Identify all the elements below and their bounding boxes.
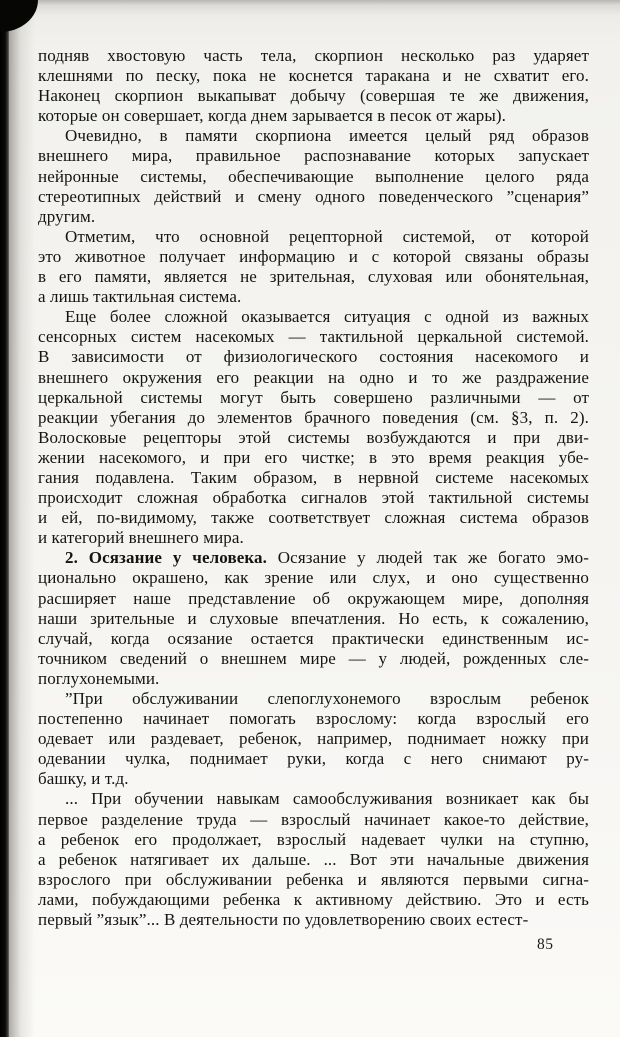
text-line: нейронные системы, обеспечивающие выполнение целого ряда xyxy=(38,166,589,186)
text-line: Наконец скорпион выкапыват добычу (совершая те же движения, xyxy=(38,86,589,106)
text-line: башку, и т.д. xyxy=(38,769,129,789)
text-line: а ребенок его продолжает, взрослый надевает чулки на ступню, xyxy=(38,829,589,849)
paragraph-4 xyxy=(38,307,589,548)
text-line: стереотипных действий и смену одного поведенческого ”сценария” xyxy=(38,186,589,206)
text-line: это животное получает информацию и с которой связаны образы xyxy=(38,246,589,266)
text-line: взрослого при обслуживании ребенка и являются первыми сигна- xyxy=(38,869,589,889)
text-line: постепенно начинает помогать взрослому: когда взрослый его xyxy=(38,709,589,729)
text-line: а ребенок натягивает их дальше. ... Вот эти начальные движения xyxy=(38,849,589,869)
text-line: точником сведений о внешнем мире — у людей, рожденных сле- xyxy=(38,648,589,668)
text-line: и категорий внешнего мира. xyxy=(38,528,244,548)
text-line: гания подавлена. Таким образом, в нервной системе насекомых xyxy=(38,467,589,487)
text-line: первое разделение труда — взрослый начинает какое-то действие, xyxy=(38,809,589,829)
text-line: в его памяти, является не зрительная, слуховая или обонятельная, xyxy=(38,267,589,287)
text-line: а лишь тактильная система. xyxy=(38,287,242,307)
text-line: внешнего мира, правильное распознавание которых запускает xyxy=(38,146,589,166)
text-line: случай, когда осязание остается практически единственным ис- xyxy=(38,628,589,648)
text-line: наши зрительные и слуховые впечатления. Но есть, к сожалению, xyxy=(38,608,589,628)
text-line: поглухонемыми. xyxy=(38,668,160,688)
book-spine-shadow xyxy=(0,0,9,1037)
text-line: происходит сложная обработка сигналов этой тактильной системы xyxy=(38,488,589,508)
text-line: и ей, по-видимому, также соответствует сложная система образов xyxy=(38,508,589,528)
text-segment: Осязание у людей так же богато эмо- xyxy=(266,548,589,568)
text-line xyxy=(38,548,589,568)
text-line: ... При обучении навыкам самообслуживания возникает как бы xyxy=(65,789,589,809)
text-line: ционально окрашено, как зрение или слух, и оно существенно xyxy=(38,568,589,588)
paragraph-7 xyxy=(38,789,589,930)
text-line: другим. xyxy=(38,206,96,226)
paragraph-3 xyxy=(38,227,589,307)
book-spine-shadow-fade xyxy=(9,0,35,1037)
text-line: сенсорных систем насекомых — тактильной церкальной системой. xyxy=(38,327,589,347)
text-line: внешнего окружения его реакции на одно и то же раздражение xyxy=(38,367,589,387)
text-line: Еще более сложной оказывается ситуация с одной из важных xyxy=(65,307,589,327)
text-line: расширяет наше представление об окружающем мире, дополняя xyxy=(38,588,589,608)
page-number: 85 xyxy=(537,936,554,953)
paragraph-5 xyxy=(38,548,589,689)
text-line: Отметим, что основной рецепторной системой, от которой xyxy=(65,226,589,246)
text-line: клешнями по песку, пока не коснется таракана и не схватит его. xyxy=(38,66,589,86)
text-line: которые он совершает, когда днем зарывается в песок от жары). xyxy=(38,106,506,126)
text-line: реакции убегания до элементов брачного поведения (см. §3, п. 2). xyxy=(38,407,589,427)
text-line: лами, побуждающими ребенка к активному действию. Это и есть xyxy=(38,889,589,909)
text-line: Очевидно, в памяти скорпиона имеется целый ряд образов xyxy=(65,126,589,146)
text-line: Волосковые рецепторы этой системы возбуждаются и при дви- xyxy=(38,427,589,447)
page-text-block xyxy=(38,46,589,930)
text-line: ”При обслуживании слепоглухонемого взрослым ребенок xyxy=(65,689,589,708)
text-line: В зависимости от физиологического состояния насекомого и xyxy=(38,347,589,367)
paragraph-2 xyxy=(38,126,589,226)
paragraph-1 xyxy=(38,46,589,126)
text-line: церкальной системы могут быть совершено различными — от xyxy=(38,387,589,407)
text-line: первый ”язык”... В деятельности по удовлетворению своих естест- xyxy=(38,910,529,930)
text-line: одевании чулка, поднимает руки, когда с него снимают ру- xyxy=(38,749,589,769)
text-line: одевает или раздевает, ребенок, например, поднимает ножку при xyxy=(38,729,589,749)
section-heading: 2. Осязание у человека. xyxy=(65,548,267,568)
paragraph-6 xyxy=(38,689,589,789)
text-line: жении насекомого, и при его чистке; в это время реакция убе- xyxy=(38,447,589,467)
text-line: подняв хвостовую часть тела, скорпион несколько раз ударяет xyxy=(38,46,589,65)
